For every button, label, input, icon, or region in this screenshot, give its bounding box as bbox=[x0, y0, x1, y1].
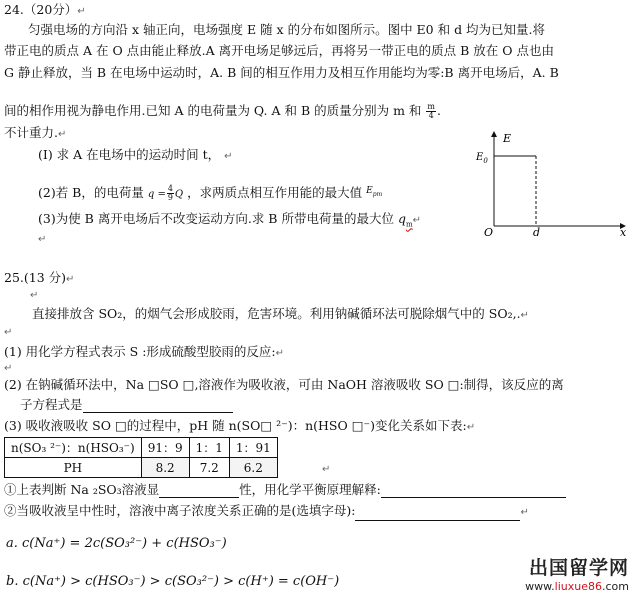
table-cell: 1：1 bbox=[189, 438, 229, 458]
charge-fraction-den: 9 bbox=[167, 193, 173, 202]
charge-Q: Q bbox=[174, 189, 184, 200]
q25-q2 bbox=[4, 503, 529, 521]
y-axis-label: E bbox=[503, 132, 512, 145]
q24-subq2 bbox=[38, 183, 382, 203]
q25-subq2: (2) 在钠碱循环法中，Na □SO □,溶液作为吸收液，可由 NaOH 溶液吸收 SO □:制得，该反应的离 bbox=[4, 377, 564, 392]
paragraph-mark-icon: ↵ bbox=[66, 274, 75, 285]
watermark-url-pre: www. bbox=[525, 580, 555, 593]
paragraph-mark-icon: ↵ bbox=[77, 6, 86, 17]
q25-intro-text: 直接排放含 SO₂，的烟气会形成胶雨，危害环境。利用钠碱循环法可脱除烟气中的 SO₂,. bbox=[32, 306, 521, 321]
q24-line1: 匀强电场的方向沿 x 轴正向，电场强度 E 随 x 的分布如图所示。图中 E0 和 d 均为已知量.将 bbox=[28, 22, 546, 37]
q25-subq1-text: (1) 用化学方程式表示 S :形成硫酸型胶雨的反应: bbox=[4, 344, 276, 359]
q25-header-text: 25.(13 分) bbox=[4, 270, 67, 285]
answer-blank[interactable] bbox=[83, 400, 233, 413]
q25-header bbox=[4, 270, 74, 288]
energy-sub: pm bbox=[372, 190, 383, 198]
paragraph-mark-icon: ↵ bbox=[4, 363, 13, 374]
paragraph-mark-icon: ↵ bbox=[520, 507, 529, 518]
table-cell: 6.2 bbox=[229, 458, 277, 478]
table-row bbox=[5, 438, 278, 458]
charge-fraction-num: 4 bbox=[167, 184, 173, 193]
paragraph-mark-icon: ↵ bbox=[412, 215, 421, 226]
paragraph-mark-icon: ↵ bbox=[520, 310, 529, 321]
q25-q2-text: ②当吸收液呈中性时，溶液中离子浓度关系正确的是(选填字母): bbox=[4, 503, 356, 518]
table-cell: 91：9 bbox=[141, 438, 189, 458]
mass-fraction-num: m bbox=[427, 102, 436, 111]
y-tick-label: $E_0$ bbox=[476, 152, 488, 165]
watermark-url-post: .com bbox=[602, 580, 629, 593]
watermark-url bbox=[525, 580, 629, 593]
q24-subq2-text2: ，求两质点相互作用能的最大值 bbox=[187, 185, 363, 200]
answer-blank[interactable] bbox=[355, 508, 520, 521]
charge-max-q: q bbox=[397, 211, 406, 226]
table-cell: PH bbox=[5, 458, 142, 478]
q24-line5 bbox=[4, 125, 66, 143]
charge-fraction bbox=[167, 185, 174, 202]
q25-q1-text: ①上表判断 Na ₂SO₃溶液显 bbox=[4, 482, 160, 497]
ph-table bbox=[4, 437, 278, 478]
option-a: a. c(Na⁺) = 2c(SO₃²⁻) + c(HSO₃⁻) bbox=[6, 536, 227, 551]
q25-subq1 bbox=[4, 344, 284, 362]
energy-E: E bbox=[366, 186, 373, 196]
q24-subq3-text: (3)为使 B 离开电场后不改变运动方向.求 B 所带电荷量的最大位 bbox=[38, 211, 394, 226]
x-axis-label: x bbox=[620, 226, 627, 238]
q25-intro bbox=[32, 306, 529, 324]
q24-line2: 带正电的质点 A 在 O 点由能止释放.A 离开电场足够远后，再将另一带正电的质点 B 放在 O 点也由 bbox=[4, 43, 554, 58]
table-cell: 1：91 bbox=[229, 438, 277, 458]
table-cell: 7.2 bbox=[189, 458, 229, 478]
watermark-logo bbox=[525, 553, 629, 593]
q24-subq3 bbox=[38, 211, 421, 233]
paragraph-mark-icon: ↵ bbox=[322, 464, 331, 475]
paragraph-mark-icon: ↵ bbox=[466, 422, 476, 433]
charge-q: q = bbox=[147, 189, 166, 200]
charge-max-sub: m bbox=[405, 220, 413, 229]
paragraph-mark-icon: ↵ bbox=[30, 290, 39, 301]
mass-fraction-den: 4 bbox=[428, 111, 434, 120]
q25-q1-text2: 性，用化学平衡原理解释: bbox=[239, 482, 381, 497]
x-tick-label: d bbox=[533, 226, 541, 238]
q24-line3: G 静止释放，当 B 在电场中运动时，A. B 间的相互作用力及相互作用能均为零:B 离开电场后，A. B bbox=[4, 65, 559, 80]
q24-subq2-text: (2)若 B，的电荷量 bbox=[38, 185, 144, 200]
q24-subq1 bbox=[38, 147, 233, 165]
q25-subq3 bbox=[4, 418, 475, 436]
q25-subq2-cont-text: 子方程式是 bbox=[20, 397, 83, 412]
e-x-graph bbox=[470, 126, 630, 238]
q24-subq1-text: (I) 求 A 在电场中的运动时间 t， bbox=[38, 147, 221, 162]
paragraph-mark-icon: ↵ bbox=[4, 327, 13, 338]
q25-subq2-cont bbox=[20, 397, 233, 413]
paragraph-mark-icon: ↵ bbox=[275, 348, 285, 359]
origin-label: O bbox=[484, 226, 494, 238]
q24-line4-text: 间的相作用视为静电作用.已知 A 的电荷量为 Q. A 和 B 的质量分别为 m 和 bbox=[4, 103, 422, 118]
q24-line4-end: . bbox=[437, 103, 441, 118]
paragraph-mark-icon: ↵ bbox=[224, 151, 233, 162]
answer-blank[interactable] bbox=[381, 485, 566, 498]
q24-line4 bbox=[4, 103, 441, 120]
q25-subq3-text: (3) 吸收液吸收 SO □的过程中，pH 随 n(SO□ ²⁻)：n(HSO □⁻)变化关系如下表: bbox=[4, 418, 467, 433]
watermark-title: 出国留学网 bbox=[528, 557, 629, 579]
table-cell: 8.2 bbox=[141, 458, 189, 478]
answer-blank[interactable] bbox=[159, 485, 239, 498]
paragraph-mark-icon: ↵ bbox=[38, 234, 47, 245]
q24-header bbox=[4, 2, 86, 20]
paragraph-mark-icon: ↵ bbox=[57, 129, 67, 140]
table-row bbox=[5, 458, 278, 478]
watermark-url-mid: liuxue86 bbox=[554, 580, 602, 593]
option-b: b. c(Na⁺) > c(HSO₃⁻) > c(SO₃²⁻) > c(H⁺) = c(OH⁻) bbox=[6, 574, 340, 589]
table-cell: n(SO₃ ²⁻)：n(HSO₃⁻) bbox=[5, 438, 142, 458]
mass-fraction bbox=[426, 103, 436, 120]
q24-header-text: 24.（20分） bbox=[4, 2, 78, 17]
q25-q1 bbox=[4, 482, 566, 498]
q24-line5-text: 不计重力. bbox=[4, 125, 58, 140]
energy-symbol bbox=[366, 186, 382, 196]
